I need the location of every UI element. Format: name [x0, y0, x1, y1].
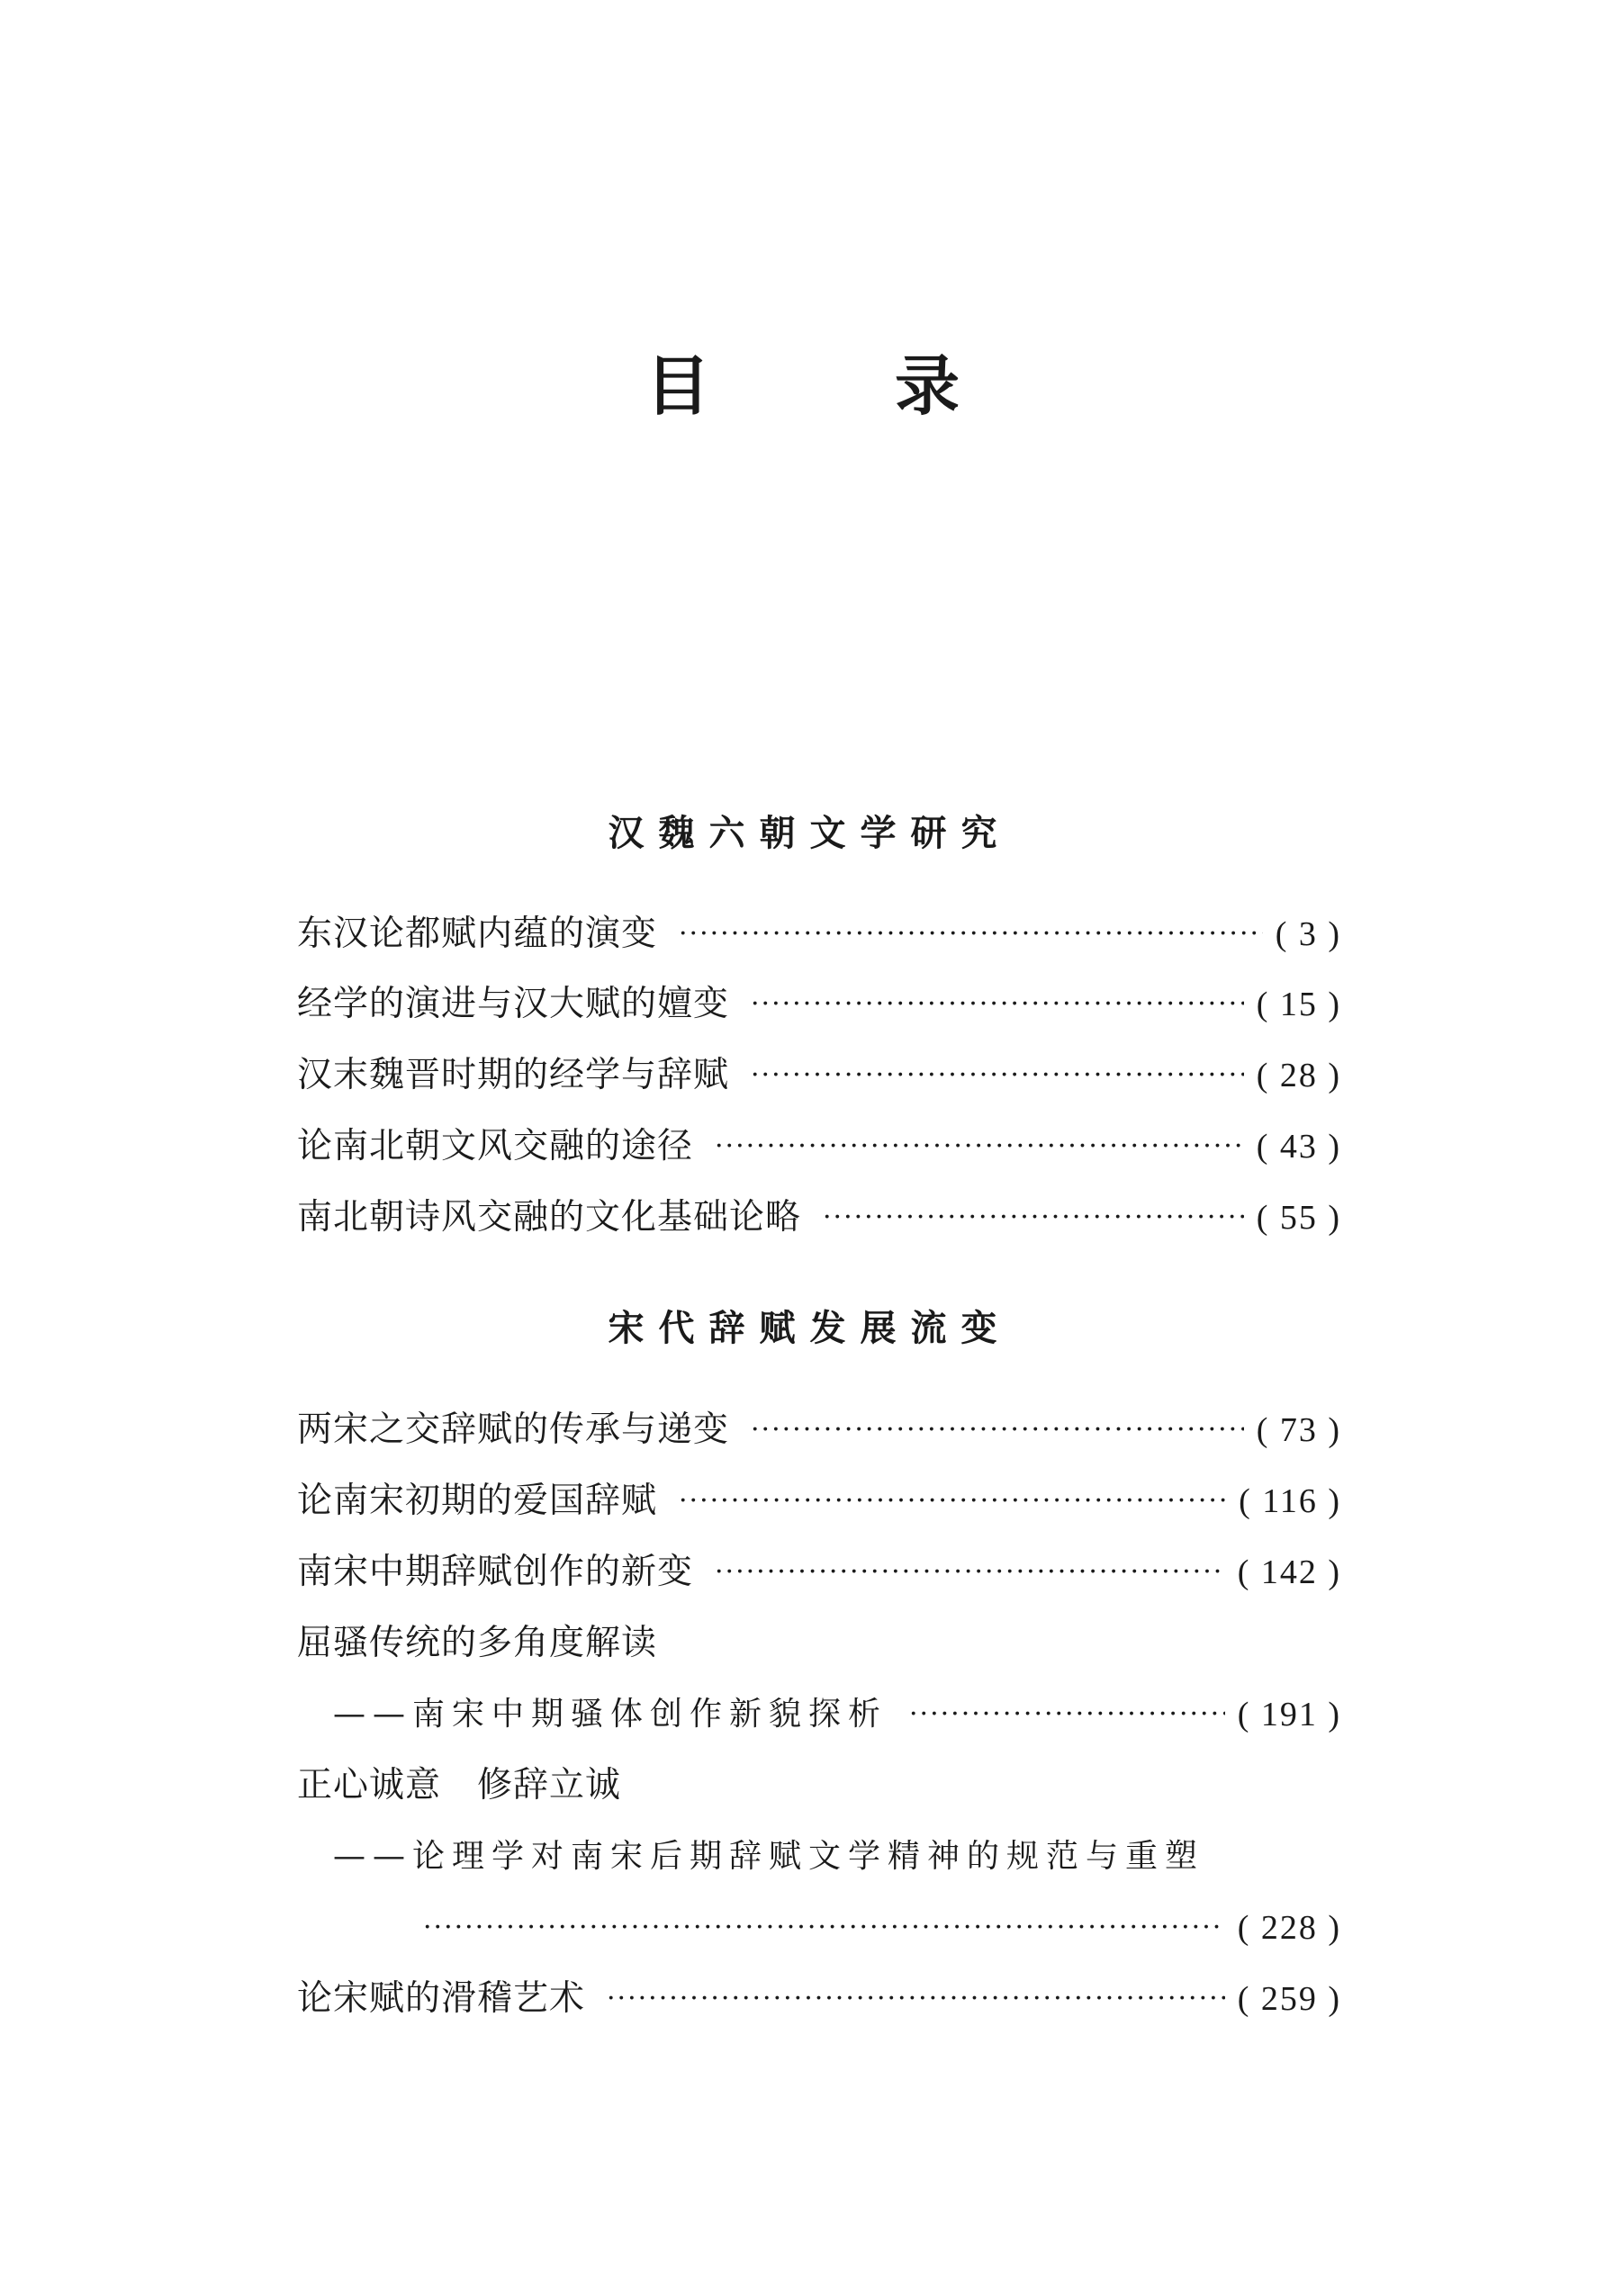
- toc-entry-page: ( 191 ): [1237, 1696, 1341, 1733]
- toc-entry-page: ( 73 ): [1256, 1411, 1341, 1449]
- toc-entry-title: 东汉论都赋内蕴的演变: [297, 914, 658, 954]
- toc-entry[interactable]: [297, 1121, 1341, 1172]
- toc-entry-title: 汉末魏晋时期的经学与辞赋: [297, 1055, 730, 1095]
- toc-entry-title-line[interactable]: [297, 1618, 1341, 1669]
- leader-dots: [423, 1903, 1225, 1953]
- section-heading: 汉魏六朝文学研究: [608, 812, 1012, 854]
- toc-entry[interactable]: [297, 1476, 1341, 1526]
- toc-entry-title: 论南北朝文风交融的途径: [297, 1126, 694, 1166]
- toc-entry-title: 南宋中期辞赋创作的新变: [297, 1552, 694, 1592]
- page-title: 目 录: [645, 347, 1041, 424]
- section-heading: 宋代辞赋发展流变: [608, 1307, 1012, 1349]
- toc-entry-page: ( 3 ): [1275, 915, 1341, 953]
- toc-entry-subtitle-line[interactable]: [333, 1832, 1341, 1882]
- toc-entry-page: ( 55 ): [1256, 1199, 1341, 1237]
- toc-entry-title: 论南宋初期的爱国辞赋: [297, 1481, 658, 1521]
- toc-entry-title: 屈骚传统的多角度解读: [297, 1623, 658, 1663]
- leader-dots: [909, 1689, 1225, 1740]
- toc-entry-subtitle-line[interactable]: [333, 1689, 1341, 1740]
- toc-entry[interactable]: [297, 979, 1341, 1030]
- toc-entry-title: 正心诚意 修辞立诚: [297, 1765, 622, 1805]
- toc-entry-page: ( 116 ): [1239, 1482, 1341, 1520]
- toc-entry-subtitle: ——南宋中期骚体创作新貌探析: [333, 1696, 888, 1733]
- toc-entry[interactable]: [297, 1193, 1341, 1243]
- leader-dots: [823, 1193, 1244, 1243]
- toc-entry[interactable]: [297, 1405, 1341, 1455]
- leader-dots: [607, 1974, 1225, 2024]
- leader-dots: [751, 979, 1244, 1030]
- leader-dots: [751, 1050, 1244, 1101]
- toc-entry-page: ( 43 ): [1256, 1128, 1341, 1166]
- toc-entry-page: ( 228 ): [1237, 1909, 1341, 1947]
- toc-entry[interactable]: [297, 909, 1341, 959]
- toc-entry-title: 两宋之交辞赋的传承与递变: [297, 1409, 730, 1450]
- toc-entry-page-line[interactable]: [423, 1903, 1341, 1953]
- toc-entry-page: ( 15 ): [1256, 986, 1341, 1023]
- leader-dots: [679, 1476, 1226, 1526]
- toc-entry[interactable]: [297, 1547, 1341, 1598]
- toc-entry-page: ( 142 ): [1237, 1553, 1341, 1591]
- toc-entry-page: ( 28 ): [1256, 1057, 1341, 1094]
- toc-entry-title: 南北朝诗风交融的文化基础论略: [297, 1197, 802, 1238]
- toc-entry[interactable]: [297, 1050, 1341, 1101]
- leader-dots: [715, 1121, 1244, 1172]
- toc-entry-title: 经学的演进与汉大赋的嬗变: [297, 984, 730, 1024]
- leader-dots: [679, 909, 1263, 959]
- leader-dots: [751, 1405, 1244, 1455]
- toc-entry-subtitle: ——论理学对南宋后期辞赋文学精神的规范与重塑: [333, 1838, 1205, 1875]
- toc-entry-title-line[interactable]: [297, 1760, 1341, 1811]
- leader-dots: [715, 1547, 1225, 1598]
- toc-entry[interactable]: [297, 1974, 1341, 2024]
- toc-entry-page: ( 259 ): [1237, 1980, 1341, 2018]
- toc-entry-title: 论宋赋的滑稽艺术: [297, 1978, 586, 2019]
